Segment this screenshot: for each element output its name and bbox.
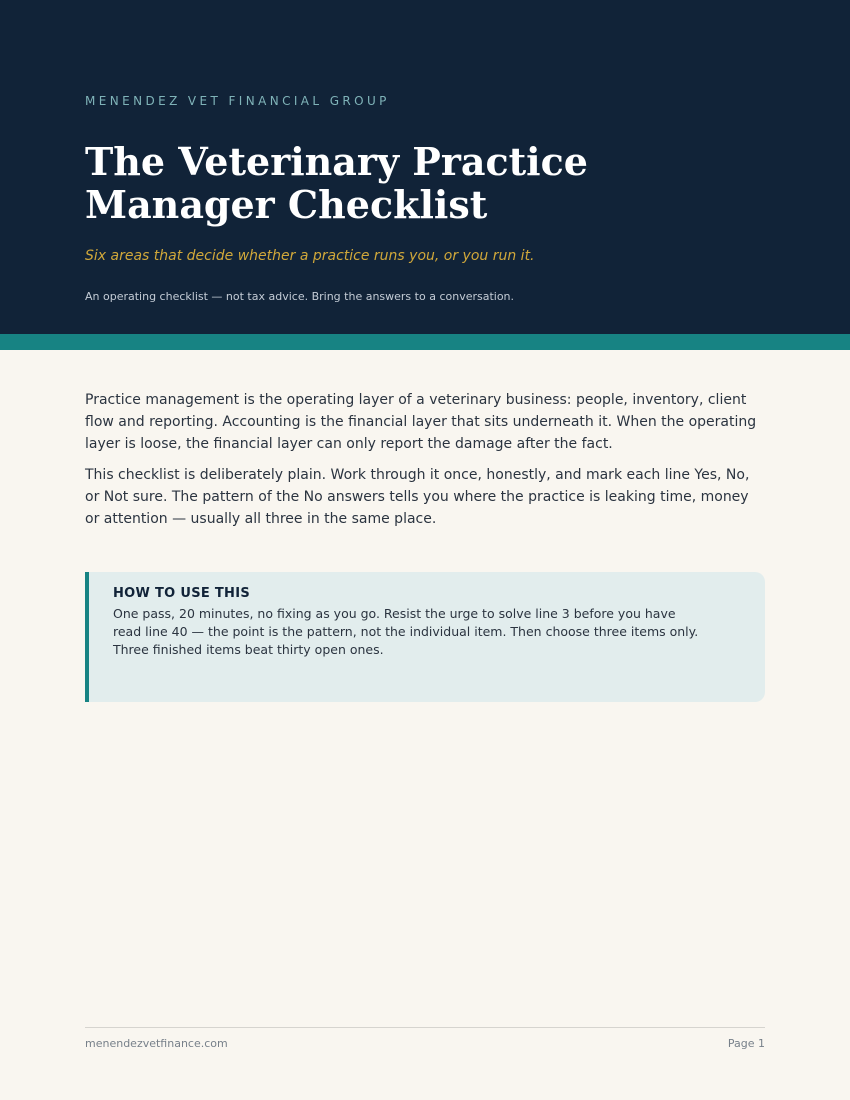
accent-band (0, 334, 850, 350)
intro-paragraph: Practice management is the operating layer of a veterinary business: people, inventory, client flow and reporting. Accounting is the financial layer that sits underneath it. When the operating layer is loose, the financial layer can only report the damage after the fact. (85, 392, 757, 452)
organization-name: MENENDEZ VET FINANCIAL GROUP (85, 94, 390, 108)
callout-title: HOW TO USE THIS (113, 586, 251, 601)
footer-website: menendezvetfinance.com (85, 1037, 228, 1050)
document-subtitle: Six areas that decide whether a practice runs you, or you run it. (85, 248, 535, 264)
intro-section (85, 389, 765, 539)
disclaimer-text: An operating checklist — not tax advice. Bring the answers to a conversation. (85, 290, 515, 303)
hero-banner (0, 0, 850, 334)
footer-divider (85, 1027, 765, 1028)
callout-body: One pass, 20 minutes, no fixing as you go. Resist the urge to solve line 3 before you have read line 40 — the point is the pattern, not the individual item. Then choose three items only. Three finished items beat thirty open ones. (113, 606, 699, 657)
document-title: The Veterinary Practice Manager Checklist (85, 139, 588, 227)
page-number: Page 1 (727, 1037, 765, 1050)
how-to-use-callout (85, 572, 765, 702)
intro-paragraph: This checklist is deliberately plain. Work through it once, honestly, and mark each line Yes, No, or Not sure. The pattern of the No answers tells you where the practice is leaking time, money or attention — usually all three in the same place. (85, 467, 750, 527)
